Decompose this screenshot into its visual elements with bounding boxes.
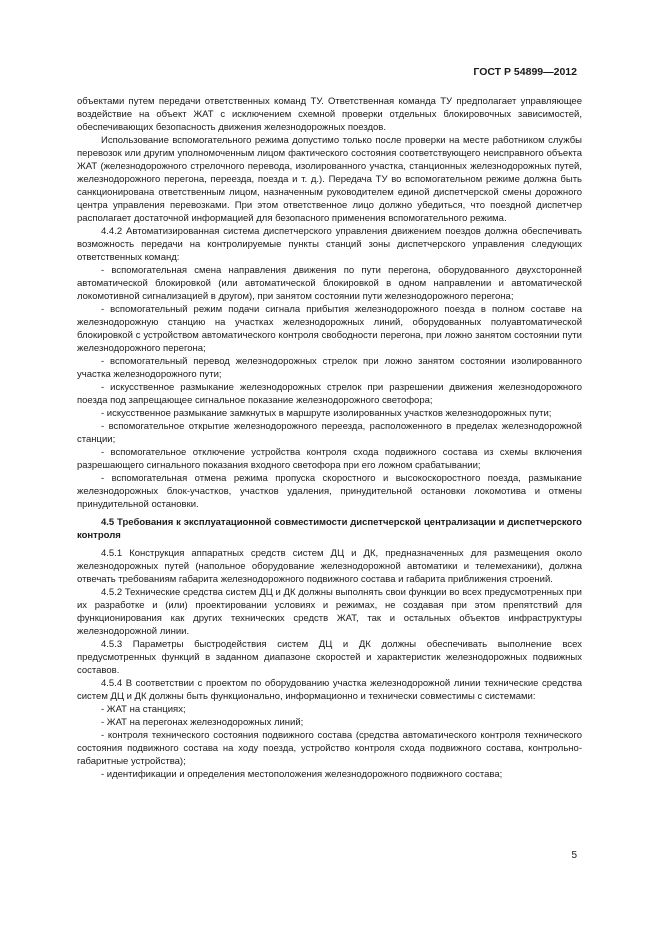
paragraph: 4.5.2 Технические средства систем ДЦ и ДК должны выполнять свои функции во всех предусмотренных при их разработке и (или) проектировании условиях и режимах, не создавая при этом препятствий для функционирования как других технических средств ЖАТ, так и остальных объектов инфраструктуры железнодорожной линии. <box>77 587 582 637</box>
paragraph: 4.5.3 Параметры быстродействия систем ДЦ и ДК должны обеспечивать выполнение всех предусмотренных функций в заданном диапазоне скоростей и характеристик железнодорожных подвижных составов. <box>77 639 582 676</box>
list-item: - искусственное размыкание замкнутых в маршруте изолированных участков железнодорожных пути; <box>101 408 552 419</box>
paragraph: 4.4.2 Автоматизированная система диспетчерского управления движением поездов должна обеспечивать возможность передачи на контролируемые пункты станций зоны диспетчерского управления следующих ответственных команд: <box>77 226 582 263</box>
paragraph: 4.5.1 Конструкция аппаратных средств систем ДЦ и ДК, предназначенных для размещения около железнодорожных путей (напольное оборудование железнодорожной автоматики и телемеханики), должна отвечать требованиям габарита железнодорожного подвижного состава и габарита приближения строений. <box>77 548 582 585</box>
list-item: - вспомогательный перевод железнодорожных стрелок при ложно занятом состоянии изолированного участка железнодорожного пути; <box>77 356 582 380</box>
list-item: - ЖАТ на перегонах железнодорожных линий; <box>101 717 304 728</box>
list-item: - вспомогательная смена направления движения по пути перегона, оборудованного двухсторонней автоматической блокировкой (или автоматической блокировкой в одном направлении и автоматической локомотивной сигнализацией в другом), при занятом состоянии пути железнодорожного перегона; <box>77 265 582 302</box>
paragraph: Использование вспомогательного режима допустимо только после проверки на месте работником службы перевозок или другим уполномоченным лицом фактического состояния соответствующего неисправного объекта ЖАТ (железнодорожного стрелочного перевода, изолированного участка, станционных железнодорожных путей, железнодорожного перегона, переезда, поезда и т. д.). Передача ТУ во вспомогательном режиме должна быть санкционирована ответственным лицом, назначенным руководителем единой диспетчерской смены дорожного центра управления перевозками. При этом ответственное лицо должно убедиться, что поездной диспетчер располагает достаточной информацией для безопасного применения вспомогательного режима. <box>77 135 582 224</box>
list-item: - вспомогательная отмена режима пропуска скоростного и высокоскоростного поезда, размыкание железнодорожных блок-участков, участков удаления, принудительной остановки локомотива и отмены принудительной остановки. <box>77 473 582 510</box>
list-item: - контроля технического состояния подвижного состава (средства автоматического контроля технического состояния подвижного состава на ходу поезда, устройство контроля схода подвижного состава, контрольно-габаритные устройства); <box>77 730 582 767</box>
page-number: 5 <box>571 850 577 861</box>
list-item: - вспомогательный режим подачи сигнала прибытия железнодорожного поезда в полном составе на железнодорожную станцию на участках железнодорожных линий, оборудованных полуавтоматической блокировкой с устройством автоматического контроля свободности перегона, при ложно занятом состоянии пути железнодорожного перегона; <box>77 304 582 354</box>
document-body <box>77 95 582 781</box>
paragraph: объектами путем передачи ответственных команд ТУ. Ответственная команда ТУ предполагает управляющее воздействие на объект ЖАТ с исключением схемной проверки отдельных блокировочных зависимостей, обеспечивающих безопасность движения железнодорожных поездов. <box>77 96 582 133</box>
list-item: - искусственное размыкание железнодорожных стрелок при разрешении движения железнодорожного поезда под запрещающее сигнальное показание железнодорожного светофора; <box>77 382 582 406</box>
section-heading: 4.5 Требования к эксплуатационной совместимости диспетчерской централизации и диспетчерского контроля <box>77 517 582 541</box>
list-item: - вспомогательное открытие железнодорожного переезда, расположенного в пределах железнодорожной станции; <box>77 421 582 445</box>
list-item: - идентификации и определения местоположения железнодорожного подвижного состава; <box>101 769 503 780</box>
list-item: - ЖАТ на станциях; <box>101 704 186 715</box>
list-item: - вспомогательное отключение устройства контроля схода подвижного состава из схемы включения разрешающего сигнального показания входного светофора при его ложном срабатывании; <box>77 447 582 471</box>
document-id-header: ГОСТ Р 54899—2012 <box>473 66 577 78</box>
paragraph: 4.5.4 В соответствии с проектом по оборудованию участка железнодорожной линии технические средства систем ДЦ и ДК должны быть функционально, информационно и технически совместимы с системами: <box>77 678 582 702</box>
